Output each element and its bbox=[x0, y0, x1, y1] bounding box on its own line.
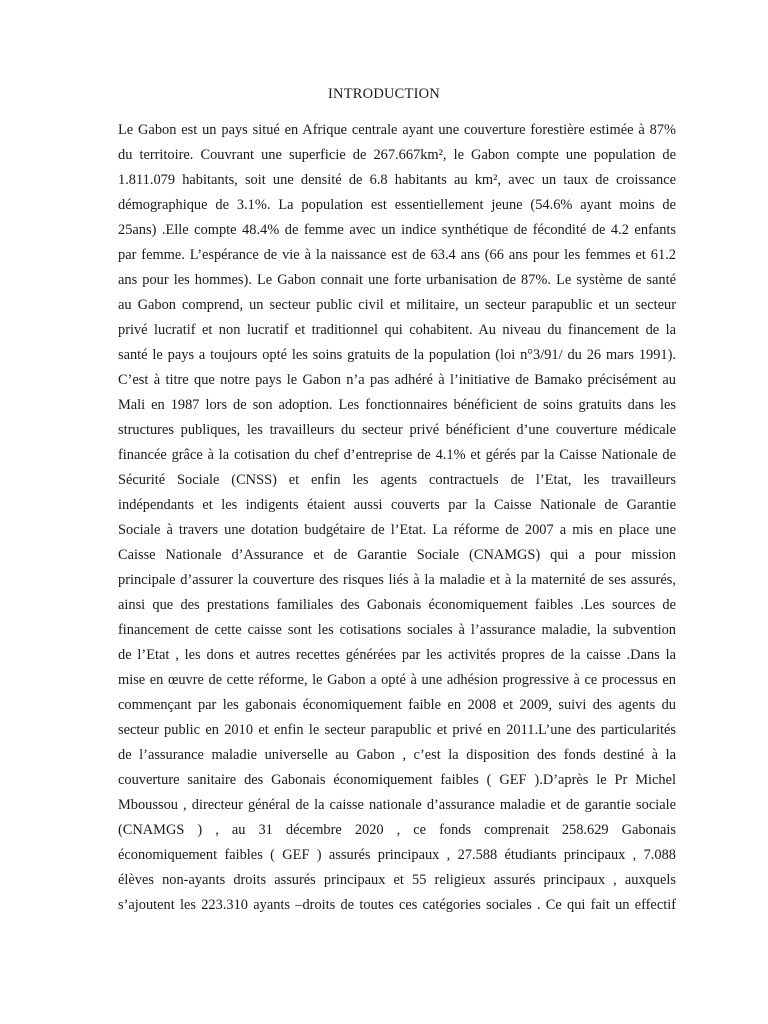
body-line: (CNAMGS ) , au 31 décembre 2020 , ce fonds comprenait 258.629 Gabonais bbox=[118, 822, 676, 838]
body-line: ainsi que des prestations familiales des Gabonais économiquement faibles .Les sources de bbox=[118, 597, 676, 613]
body-line: santé le pays a toujours opté les soins gratuits de la population (loi n°3/91/ du 26 mars 1991). bbox=[118, 347, 676, 363]
body-line: privé lucratif et non lucratif et traditionnel qui cohabitent. Au niveau du financement de la bbox=[118, 322, 676, 338]
body-line: au Gabon comprend, un secteur public civil et militaire, un secteur parapublic et un secteur bbox=[118, 297, 676, 313]
body-line: économiquement faibles ( GEF ) assurés principaux , 27.588 étudiants principaux , 7.088 bbox=[118, 847, 676, 863]
body-line: indépendants et les indigents étaient aussi couverts par la Caisse Nationale de Garantie bbox=[118, 497, 676, 513]
body-line: s’ajoutent les 223.310 ayants –droits de toutes ces catégories sociales . Ce qui fait un effectif bbox=[118, 897, 676, 913]
body-line: par femme. L’espérance de vie à la naissance est de 63.4 ans (66 ans pour les femmes et 61.2 bbox=[118, 247, 676, 263]
body-line: C’est à titre que notre pays le Gabon n’a pas adhéré à l’initiative de Bamako précisément au bbox=[118, 372, 676, 388]
body-line: de l’assurance maladie universelle au Gabon , c’est la disposition des fonds destiné à la bbox=[118, 747, 676, 763]
body-line: 25ans) .Elle compte 48.4% de femme avec un indice synthétique de fécondité de 4.2 enfants bbox=[118, 222, 676, 238]
body-line: du territoire. Couvrant une superficie de 267.667km², le Gabon compte une population de bbox=[118, 147, 676, 163]
body-line: commençant par les gabonais économiquement faible en 2008 et 2009, suivi des agents du bbox=[118, 697, 676, 713]
body-line: Le Gabon est un pays situé en Afrique centrale ayant une couverture forestière estimée à 87% bbox=[118, 122, 676, 138]
body-line: secteur public en 2010 et enfin le secteur parapublic et privé en 2011.L’une des particularités bbox=[118, 722, 676, 738]
body-line: Caisse Nationale d’Assurance et de Garantie Sociale (CNAMGS) qui a pour mission bbox=[118, 547, 676, 563]
body-line: financée grâce à la cotisation du chef d’entreprise de 4.1% et gérés par la Caisse Nationale de bbox=[118, 447, 676, 463]
body-line: élèves non-ayants droits assurés principaux et 55 religieux assurés principaux , auxquels bbox=[118, 872, 676, 888]
body-line: principale d’assurer la couverture des risques liés à la maladie et à la maternité de ses assurés, bbox=[118, 572, 676, 588]
body-line: 1.811.079 habitants, soit une densité de 6.8 habitants au km², avec un taux de croissance bbox=[118, 172, 676, 188]
document-body bbox=[118, 120, 676, 920]
body-line: Mali en 1987 lors de son adoption. Les fonctionnaires bénéficient de soins gratuits dans les bbox=[118, 397, 676, 413]
body-line: de l’Etat , les dons et autres recettes générées par les activités propres de la caisse .Dans la bbox=[118, 647, 676, 663]
body-line: Sécurité Sociale (CNSS) et enfin les agents contractuels de l’Etat, les travailleurs bbox=[118, 472, 676, 488]
body-line: financement de cette caisse sont les cotisations sociales à l’assurance maladie, la subvention bbox=[118, 622, 676, 638]
body-line: structures publiques, les travailleurs du secteur privé bénéficient d’une couverture médicale bbox=[118, 422, 676, 438]
document-title: INTRODUCTION bbox=[328, 86, 440, 102]
body-line: Sociale à travers une dotation budgétaire de l’Etat. La réforme de 2007 a mis en place une bbox=[118, 522, 676, 538]
body-line: mise en œuvre de cette réforme, le Gabon a opté à une adhésion progressive à ce processus en bbox=[118, 672, 676, 688]
body-line: démographique de 3.1%. La population est essentiellement jeune (54.6% ayant moins de bbox=[118, 197, 676, 213]
body-line: couverture sanitaire des Gabonais économiquement faibles ( GEF ).D’après le Pr Michel bbox=[118, 772, 676, 788]
body-line: Mboussou , directeur général de la caisse nationale d’assurance maladie et de garantie sociale bbox=[118, 797, 676, 813]
body-line: ans pour les hommes). Le Gabon connait une forte urbanisation de 87%. Le système de santé bbox=[118, 272, 676, 288]
